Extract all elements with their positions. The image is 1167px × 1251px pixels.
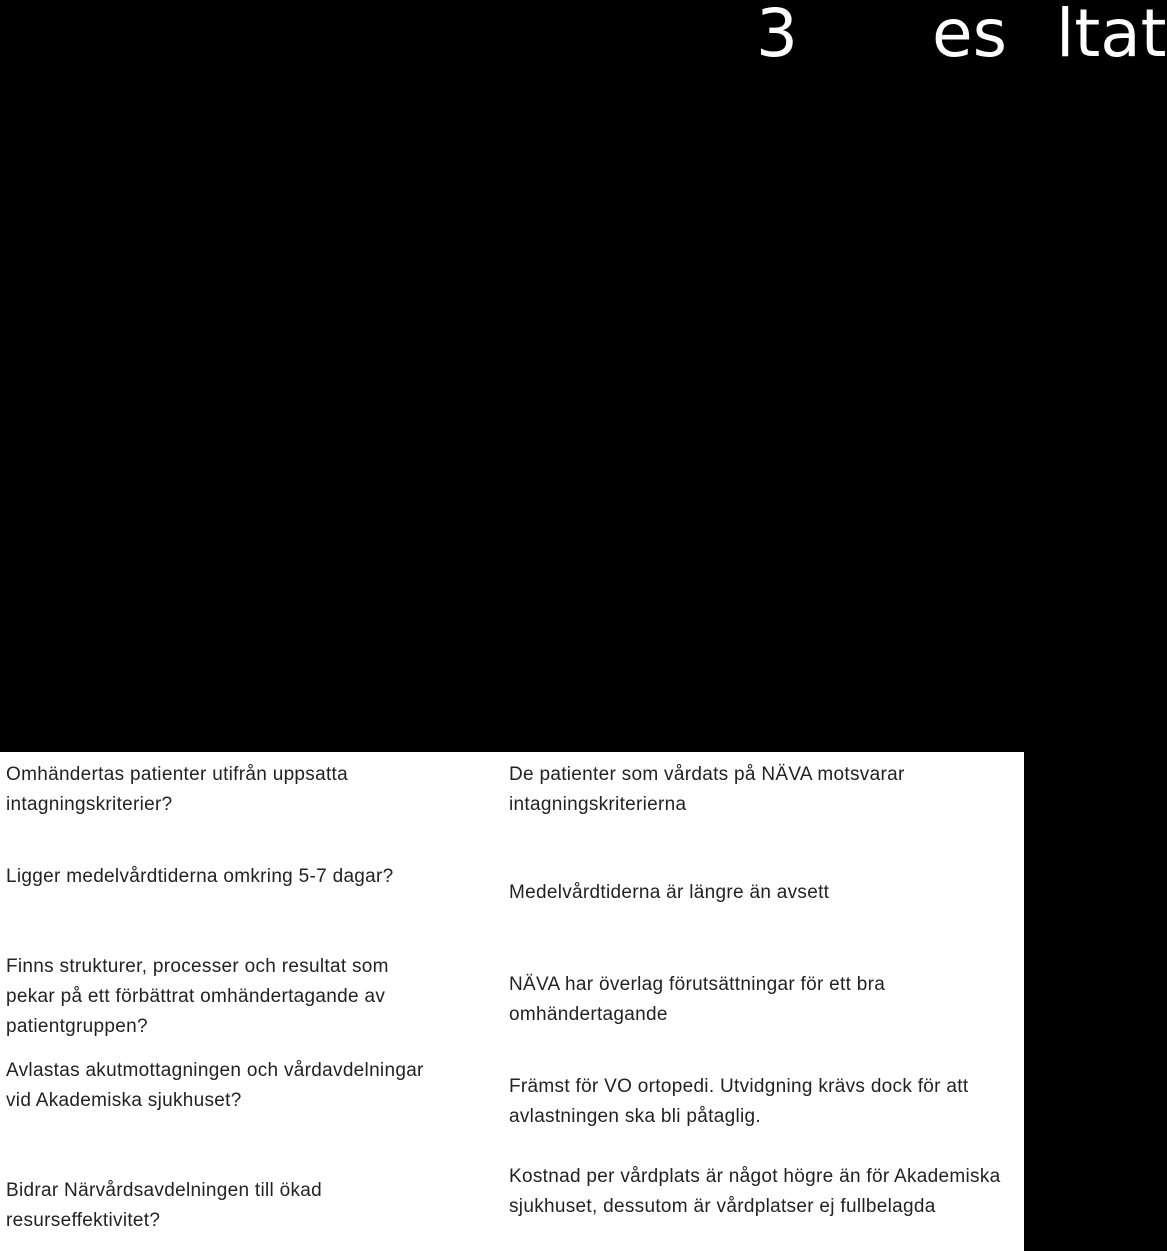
slide-title xyxy=(584,0,1167,78)
answer-intake-criteria: De patienter som vårdats på NÄVA motsvarar intagningskriterierna xyxy=(509,764,905,815)
title-number: 3 xyxy=(756,0,798,72)
question-relief-emergency: Avlastas akutmottagningen och vårdavdelningar vid Akademiska sjukhuset? xyxy=(6,1060,424,1111)
answer-length-of-stay: Medelvårdtiderna är längre än avsett xyxy=(509,882,830,903)
question-answer-panel xyxy=(0,752,1024,1251)
question-resource-efficiency: Bidrar Närvårdsavdelningen till ökad resurseffektivitet? xyxy=(6,1180,323,1231)
question-structures-processes: Finns strukturer, processer och resultat som pekar på ett förbättrat omhändertagande av patientgruppen? xyxy=(6,956,389,1037)
title-fragment-a: es xyxy=(932,0,1007,72)
answer-structures-processes: NÄVA har överlag förutsättningar för ett bra omhändertagande xyxy=(509,974,886,1025)
answer-resource-efficiency: Kostnad per vårdplats är något högre än för Akademiska sjukhuset, dessutom är vårdplatser ej fullbelagda xyxy=(509,1166,1001,1217)
question-intake-criteria: Omhändertas patienter utifrån uppsatta intagningskriterier? xyxy=(6,764,348,815)
title-fragment-b: ltat xyxy=(1056,0,1167,72)
answer-relief-emergency: Främst för VO ortopedi. Utvidgning krävs dock för att avlastningen ska bli påtaglig. xyxy=(509,1076,969,1127)
question-length-of-stay: Ligger medelvårdtiderna omkring 5-7 dagar? xyxy=(6,866,394,887)
